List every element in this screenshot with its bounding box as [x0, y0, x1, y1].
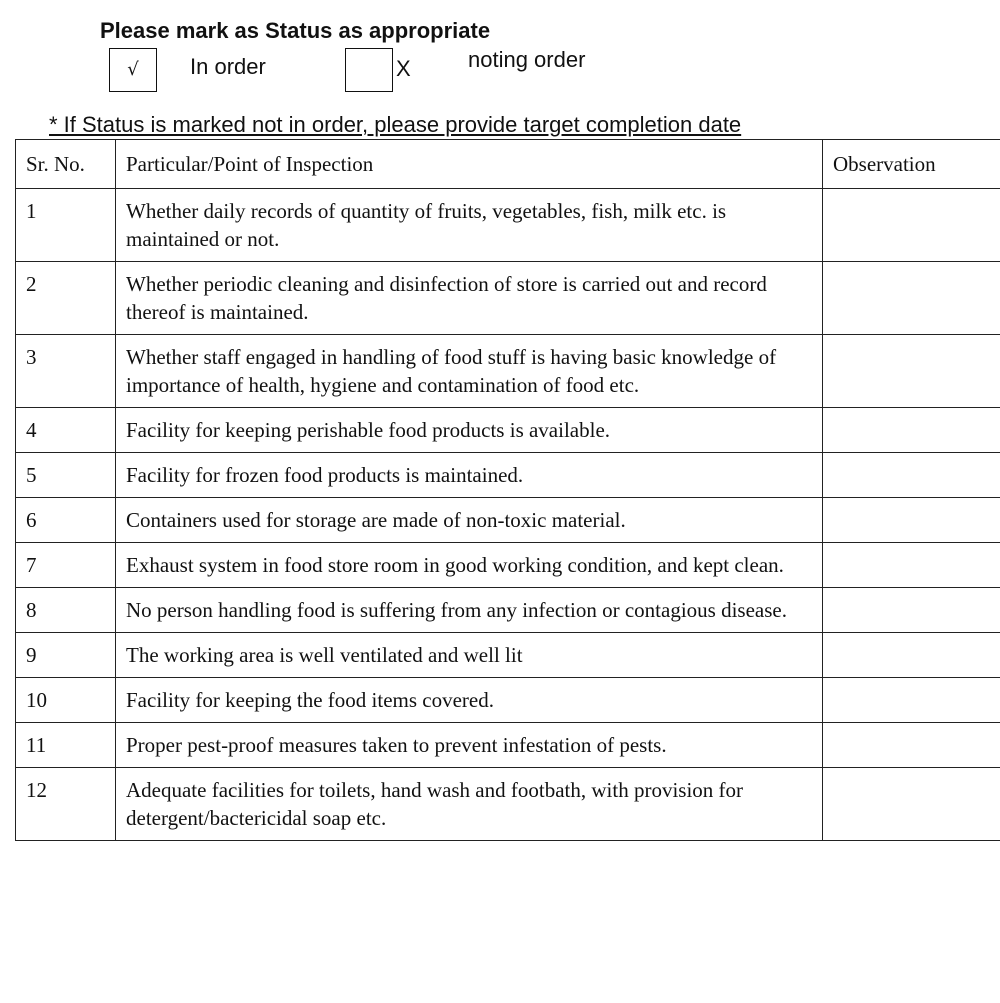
- inspection-point-cell: No person handling food is suffering from any infection or contagious disease.: [116, 588, 823, 633]
- observation-cell[interactable]: [823, 262, 1000, 335]
- row-number-cell: 3: [16, 335, 116, 408]
- table-row: [16, 408, 1000, 453]
- table-row: [16, 633, 1000, 678]
- column-header-sr-no: Sr. No.: [16, 140, 116, 189]
- table-row: [16, 678, 1000, 723]
- row-number-cell: 6: [16, 498, 116, 543]
- observation-cell[interactable]: [823, 498, 1000, 543]
- column-header-particular: Particular/Point of Inspection: [116, 140, 823, 189]
- table-row: [16, 498, 1000, 543]
- table-row: [16, 335, 1000, 408]
- instruction-note: * If Status is marked not in order, please provide target completion date: [49, 112, 742, 137]
- observation-cell[interactable]: [823, 633, 1000, 678]
- table-row: [16, 453, 1000, 498]
- row-number-cell: 2: [16, 262, 116, 335]
- observation-cell[interactable]: [823, 189, 1000, 262]
- inspection-point-cell: Exhaust system in food store room in good working condition, and kept clean.: [116, 543, 823, 588]
- row-number-cell: 10: [16, 678, 116, 723]
- inspection-point-cell: Whether periodic cleaning and disinfection of store is carried out and record thereof is maintained.: [116, 262, 823, 335]
- row-number-cell: 8: [16, 588, 116, 633]
- inspection-point-cell: Whether staff engaged in handling of food stuff is having basic knowledge of importance of health, hygiene and contamination of food etc.: [116, 335, 823, 408]
- inspection-point-cell: Facility for frozen food products is maintained.: [116, 453, 823, 498]
- row-number-cell: 9: [16, 633, 116, 678]
- row-number-cell: 4: [16, 408, 116, 453]
- in-order-label: In order: [190, 54, 266, 79]
- table-row: [16, 543, 1000, 588]
- observation-cell[interactable]: [823, 453, 1000, 498]
- inspection-point-cell: Whether daily records of quantity of fruits, vegetables, fish, milk etc. is maintained or not.: [116, 189, 823, 262]
- inspection-point-cell: Proper pest-proof measures taken to prevent infestation of pests.: [116, 723, 823, 768]
- inspection-point-cell: Facility for keeping the food items covered.: [116, 678, 823, 723]
- observation-cell[interactable]: [823, 678, 1000, 723]
- observation-cell[interactable]: [823, 768, 1000, 841]
- table-row: [16, 723, 1000, 768]
- inspection-point-cell: The working area is well ventilated and well lit: [116, 633, 823, 678]
- not-in-order-checkbox[interactable]: [345, 48, 393, 92]
- table-row: [16, 262, 1000, 335]
- observation-cell[interactable]: [823, 588, 1000, 633]
- not-in-order-label: noting order: [468, 47, 586, 72]
- in-order-checkbox[interactable]: [109, 48, 157, 92]
- observation-cell[interactable]: [823, 543, 1000, 588]
- row-number-cell: 12: [16, 768, 116, 841]
- column-header-observation: Observation: [823, 140, 1000, 189]
- observation-cell[interactable]: [823, 723, 1000, 768]
- inspection-point-cell: Facility for keeping perishable food products is available.: [116, 408, 823, 453]
- inspection-point-cell: Containers used for storage are made of non-toxic material.: [116, 498, 823, 543]
- observation-cell[interactable]: [823, 335, 1000, 408]
- table-row: [16, 189, 1000, 262]
- row-number-cell: 11: [16, 723, 116, 768]
- inspection-point-cell: Adequate facilities for toilets, hand wash and footbath, with provision for detergent/bactericidal soap etc.: [116, 768, 823, 841]
- row-number-cell: 1: [16, 189, 116, 262]
- table-row: [16, 768, 1000, 841]
- table-header-row: [16, 140, 1000, 189]
- row-number-cell: 7: [16, 543, 116, 588]
- page-title: Please mark as Status as appropriate: [100, 18, 491, 43]
- inspection-table: [15, 139, 1000, 841]
- table-row: [16, 588, 1000, 633]
- cross-icon: X: [396, 56, 411, 81]
- checkmark-icon: √: [127, 59, 139, 80]
- row-number-cell: 5: [16, 453, 116, 498]
- observation-cell[interactable]: [823, 408, 1000, 453]
